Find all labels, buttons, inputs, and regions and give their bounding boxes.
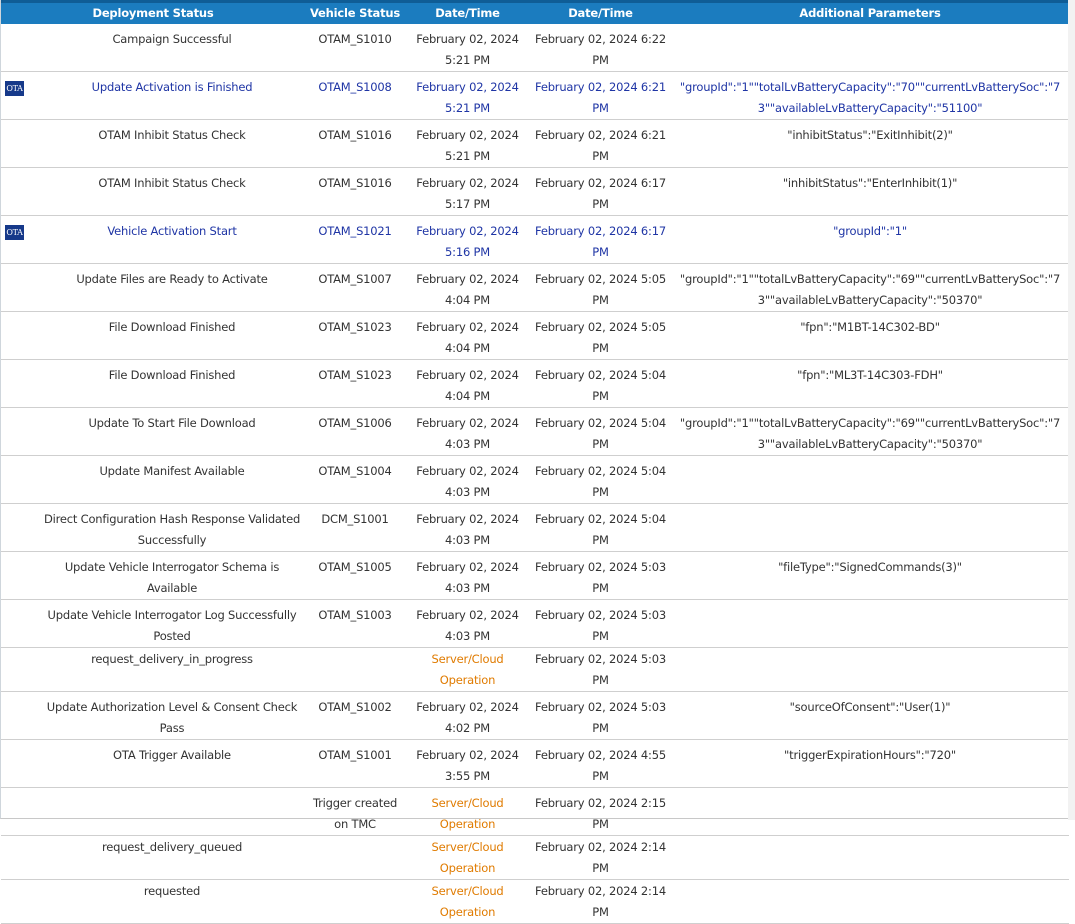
additional-parameters-cell: "triggerExpirationHours":"720" <box>784 747 956 762</box>
table-row[interactable] <box>1 551 1069 599</box>
row-icon-cell <box>1 551 39 599</box>
additional-parameters-cell: "fpn":"ML3T-14C303-FDH" <box>797 367 943 382</box>
deployment-status-cell: OTAM Inhibit Status Check <box>98 127 246 142</box>
row-icon-cell <box>1 215 39 263</box>
additional-parameters-cell <box>671 503 1069 551</box>
additional-parameters-cell: "fpn":"M1BT-14C302-BD" <box>800 319 940 334</box>
datetime-1-cell: Server/Cloud Operation <box>431 883 504 919</box>
deployment-status-cell: Update Vehicle Interrogator Schema is Available <box>64 559 280 595</box>
header-vehicle-status[interactable]: Vehicle Status <box>309 6 401 21</box>
vehicle-status-cell: OTAM_S1003 <box>318 607 392 622</box>
datetime-1-cell: Server/Cloud Operation <box>431 651 504 687</box>
vehicle-status-cell: OTAM_S1023 <box>318 319 392 334</box>
datetime-2-cell: February 02, 2024 5:04 PM <box>535 463 666 499</box>
deployment-status-cell: OTA Trigger Available <box>113 747 231 762</box>
datetime-1-cell: February 02, 2024 4:04 PM <box>416 367 519 403</box>
additional-parameters-cell <box>671 787 1069 835</box>
table-row[interactable] <box>1 879 1069 923</box>
additional-parameters-cell: "groupId":"1""totalLvBatteryCapacity":"70""currentLvBatterySoc":"73""availableLvBatteryCapacity":"51100" <box>679 79 1061 115</box>
datetime-1-cell: February 02, 2024 3:55 PM <box>416 747 519 783</box>
datetime-2-cell: February 02, 2024 6:21 PM <box>535 79 666 115</box>
datetime-2-cell: February 02, 2024 6:22 PM <box>535 31 666 67</box>
header-datetime-2[interactable]: Date/Time <box>568 6 633 21</box>
vehicle-status-cell <box>305 835 405 879</box>
table-row[interactable] <box>1 71 1069 119</box>
vehicle-status-cell <box>305 879 405 923</box>
datetime-2-cell: February 02, 2024 5:03 PM <box>535 607 666 643</box>
deployment-status-cell: Update Authorization Level & Consent Check Pass <box>46 699 298 735</box>
deployment-status-cell: request_delivery_queued <box>101 839 243 854</box>
header-additional-parameters[interactable]: Additional Parameters <box>799 6 941 21</box>
deployment-status-cell <box>39 787 305 835</box>
additional-parameters-cell: "fileType":"SignedCommands(3)" <box>778 559 962 574</box>
table-row[interactable] <box>1 359 1069 407</box>
datetime-1-cell: February 02, 2024 5:21 PM <box>416 31 519 67</box>
header-deployment-status[interactable]: Deployment Status <box>92 6 214 21</box>
datetime-1-cell: February 02, 2024 4:03 PM <box>416 607 519 643</box>
datetime-1-cell: February 02, 2024 4:03 PM <box>416 463 519 499</box>
datetime-2-cell: February 02, 2024 5:03 PM <box>535 699 666 735</box>
table-row[interactable] <box>1 691 1069 739</box>
additional-parameters-cell <box>671 835 1069 879</box>
datetime-2-cell: February 02, 2024 6:17 PM <box>535 175 666 211</box>
row-icon-cell <box>1 311 39 359</box>
row-icon-cell <box>1 24 39 72</box>
datetime-2-cell: February 02, 2024 4:55 PM <box>535 747 666 783</box>
deployment-status-cell: File Download Finished <box>108 319 236 334</box>
table-row[interactable] <box>1 647 1069 691</box>
additional-parameters-cell: "inhibitStatus":"EnterInhibit(1)" <box>782 175 958 190</box>
datetime-1-cell: February 02, 2024 5:21 PM <box>416 127 519 163</box>
row-icon-cell <box>1 71 39 119</box>
additional-parameters-cell <box>671 24 1069 72</box>
datetime-2-cell: February 02, 2024 6:21 PM <box>535 127 666 163</box>
datetime-2-cell: February 02, 2024 5:04 PM <box>535 415 666 451</box>
datetime-2-cell: February 02, 2024 6:17 PM <box>535 223 666 259</box>
additional-parameters-cell: "groupId":"1" <box>833 223 907 238</box>
row-icon-cell <box>1 739 39 787</box>
vehicle-status-cell: OTAM_S1016 <box>318 175 392 190</box>
table-row[interactable] <box>1 167 1069 215</box>
row-icon-cell <box>1 167 39 215</box>
datetime-2-cell: February 02, 2024 5:03 PM <box>535 559 666 595</box>
vehicle-status-cell: OTAM_S1007 <box>318 271 392 286</box>
deployment-status-cell: OTAM Inhibit Status Check <box>98 175 246 190</box>
table-row[interactable] <box>1 215 1069 263</box>
row-icon-cell <box>1 263 39 311</box>
datetime-2-cell: February 02, 2024 5:04 PM <box>535 367 666 403</box>
datetime-1-cell: Server/Cloud Operation <box>431 839 504 875</box>
deployment-status-cell: requested <box>143 883 201 898</box>
vehicle-status-cell: OTAM_S1010 <box>318 31 392 46</box>
additional-parameters-cell <box>671 599 1069 647</box>
ota-badge-icon: OTA <box>5 225 24 240</box>
deployment-status-cell: Update Manifest Available <box>99 463 245 478</box>
row-icon-cell <box>1 119 39 167</box>
row-icon-cell <box>1 359 39 407</box>
datetime-2-cell: February 02, 2024 5:04 PM <box>535 511 666 547</box>
vertical-scrollbar[interactable] <box>1068 0 1075 820</box>
datetime-2-cell: February 02, 2024 2:14 PM <box>535 839 666 875</box>
datetime-1-cell: February 02, 2024 4:03 PM <box>416 559 519 595</box>
vehicle-status-cell: OTAM_S1006 <box>318 415 392 430</box>
header-datetime-1[interactable]: Date/Time <box>435 6 500 21</box>
table-row[interactable] <box>1 739 1069 787</box>
table-body <box>1 24 1069 924</box>
datetime-1-cell: February 02, 2024 4:04 PM <box>416 319 519 355</box>
additional-parameters-cell: "inhibitStatus":"ExitInhibit(2)" <box>787 127 953 142</box>
additional-parameters-cell <box>671 455 1069 503</box>
row-icon-cell <box>1 407 39 455</box>
datetime-2-cell: February 02, 2024 5:05 PM <box>535 271 666 307</box>
datetime-1-cell: February 02, 2024 5:16 PM <box>416 223 519 259</box>
additional-parameters-cell: "sourceOfConsent":"User(1)" <box>789 699 951 714</box>
datetime-2-cell: February 02, 2024 2:15 PM <box>535 795 666 831</box>
additional-parameters-cell <box>671 879 1069 923</box>
table-row[interactable] <box>1 24 1069 72</box>
datetime-2-cell: February 02, 2024 5:03 PM <box>535 651 666 687</box>
datetime-1-cell: February 02, 2024 4:03 PM <box>416 511 519 547</box>
vehicle-status-cell: OTAM_S1004 <box>318 463 392 478</box>
table-row[interactable] <box>1 455 1069 503</box>
row-icon-cell <box>1 503 39 551</box>
deployment-status-cell: Update Activation is Finished <box>91 79 253 94</box>
vehicle-status-cell: Trigger created on TMC <box>312 795 398 831</box>
row-icon-cell <box>1 647 39 691</box>
vehicle-status-cell: OTAM_S1021 <box>318 223 392 238</box>
vehicle-status-cell: DCM_S1001 <box>321 511 389 526</box>
deployment-status-table <box>1 0 1069 924</box>
row-icon-cell <box>1 691 39 739</box>
row-icon-cell <box>1 787 39 835</box>
table-row[interactable] <box>1 311 1069 359</box>
deployment-status-cell: Update Files are Ready to Activate <box>76 271 268 286</box>
table-row[interactable] <box>1 263 1069 311</box>
deployment-status-cell: Direct Configuration Hash Response Validated Successfully <box>43 511 301 547</box>
datetime-2-cell: February 02, 2024 5:05 PM <box>535 319 666 355</box>
vehicle-status-cell: OTAM_S1008 <box>318 79 392 94</box>
deployment-status-cell: request_delivery_in_progress <box>91 651 253 666</box>
additional-parameters-cell: "groupId":"1""totalLvBatteryCapacity":"69""currentLvBatterySoc":"73""availableLvBatteryCapacity":"50370" <box>679 271 1061 307</box>
deployment-status-cell: Campaign Successful <box>112 31 232 46</box>
table-row[interactable] <box>1 119 1069 167</box>
row-icon-cell <box>1 879 39 923</box>
datetime-1-cell: February 02, 2024 4:03 PM <box>416 415 519 451</box>
additional-parameters-cell: "groupId":"1""totalLvBatteryCapacity":"69""currentLvBatterySoc":"73""availableLvBatteryCapacity":"50370" <box>679 415 1061 451</box>
datetime-2-cell: February 02, 2024 2:14 PM <box>535 883 666 919</box>
datetime-1-cell: February 02, 2024 5:21 PM <box>416 79 519 115</box>
vehicle-status-cell: OTAM_S1016 <box>318 127 392 142</box>
table-row[interactable] <box>1 599 1069 647</box>
table-row[interactable] <box>1 407 1069 455</box>
table-row[interactable] <box>1 787 1069 835</box>
datetime-1-cell: February 02, 2024 4:04 PM <box>416 271 519 307</box>
header-row <box>1 2 1069 24</box>
deployment-status-cell: Update Vehicle Interrogator Log Successfully Posted <box>47 607 297 643</box>
vehicle-status-cell: OTAM_S1001 <box>318 747 392 762</box>
table-row[interactable] <box>1 835 1069 879</box>
vehicle-status-cell: OTAM_S1005 <box>318 559 392 574</box>
vehicle-status-cell: OTAM_S1002 <box>318 699 392 714</box>
deployment-status-cell: Update To Start File Download <box>88 415 256 430</box>
vehicle-status-cell <box>305 647 405 691</box>
datetime-1-cell: Server/Cloud Operation <box>431 795 504 831</box>
row-icon-cell <box>1 599 39 647</box>
row-icon-cell <box>1 835 39 879</box>
deployment-status-cell: File Download Finished <box>108 367 236 382</box>
datetime-1-cell: February 02, 2024 5:17 PM <box>416 175 519 211</box>
row-icon-cell <box>1 455 39 503</box>
table-row[interactable] <box>1 503 1069 551</box>
ota-badge-icon: OTA <box>5 81 24 96</box>
additional-parameters-cell <box>671 647 1069 691</box>
table-header <box>1 2 1069 24</box>
vehicle-status-cell: OTAM_S1023 <box>318 367 392 382</box>
datetime-1-cell: February 02, 2024 4:02 PM <box>416 699 519 735</box>
deployment-status-cell: Vehicle Activation Start <box>107 223 237 238</box>
